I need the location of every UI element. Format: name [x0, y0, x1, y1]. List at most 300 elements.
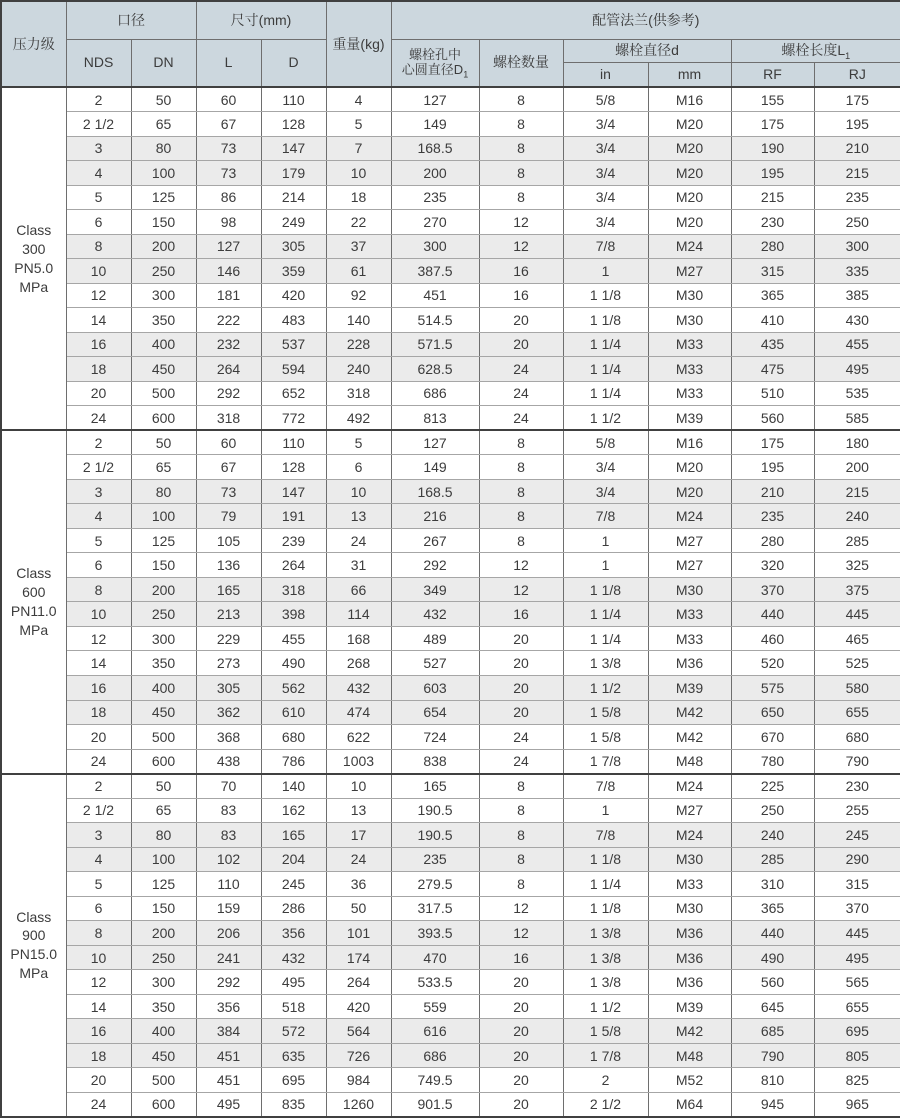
cell: 305	[196, 675, 261, 700]
cell: 5	[326, 430, 391, 455]
table-row	[1, 406, 900, 431]
cell: 235	[391, 847, 479, 872]
cell: 4	[66, 161, 131, 186]
cell: M27	[648, 798, 731, 823]
cell: 12	[479, 553, 563, 578]
cell: 150	[131, 553, 196, 578]
cell: 600	[131, 1092, 196, 1117]
cell: 772	[261, 406, 326, 431]
cell: 179	[261, 161, 326, 186]
cell: 572	[261, 1019, 326, 1044]
cell: M30	[648, 283, 731, 308]
pressure-class-label-line: MPa	[19, 621, 49, 638]
cell: 300	[391, 234, 479, 259]
col-header-weight: 重量(kg)	[326, 1, 391, 87]
cell: M39	[648, 675, 731, 700]
cell: 20	[479, 994, 563, 1019]
cell: 5/8	[563, 87, 648, 112]
cell: 204	[261, 847, 326, 872]
cell: 384	[196, 1019, 261, 1044]
cell: 235	[391, 185, 479, 210]
table-row	[1, 479, 900, 504]
col-header-in: in	[563, 62, 648, 87]
cell: 686	[391, 1043, 479, 1068]
cell: 213	[196, 602, 261, 627]
cell: 229	[196, 626, 261, 651]
cell: 10	[326, 479, 391, 504]
cell: 2 1/2	[66, 112, 131, 137]
cell: 600	[131, 749, 196, 774]
cell: 264	[326, 970, 391, 995]
cell: 1 1/4	[563, 872, 648, 897]
cell: 652	[261, 381, 326, 406]
cell: 8	[479, 504, 563, 529]
cell: 838	[391, 749, 479, 774]
cell: 65	[131, 798, 196, 823]
cell: 387.5	[391, 259, 479, 284]
cell: 12	[66, 970, 131, 995]
cell: 147	[261, 136, 326, 161]
cell: 680	[814, 725, 900, 750]
cell: 250	[131, 602, 196, 627]
cell: 149	[391, 112, 479, 137]
cell: M30	[648, 896, 731, 921]
cell: 73	[196, 479, 261, 504]
table-row	[1, 528, 900, 553]
cell: 1 1/8	[563, 847, 648, 872]
cell: 8	[479, 430, 563, 455]
cell: 460	[731, 626, 814, 651]
cell: 228	[326, 332, 391, 357]
cell: 537	[261, 332, 326, 357]
cell: 128	[261, 112, 326, 137]
cell: 190.5	[391, 798, 479, 823]
col-header-mm: mm	[648, 62, 731, 87]
cell: M36	[648, 921, 731, 946]
cell: 230	[731, 210, 814, 235]
cell: 24	[479, 381, 563, 406]
cell: 280	[731, 528, 814, 553]
cell: 655	[814, 700, 900, 725]
cell: 165	[391, 774, 479, 799]
cell: 31	[326, 553, 391, 578]
cell: 175	[731, 112, 814, 137]
table-row	[1, 259, 900, 284]
cell: 10	[66, 259, 131, 284]
table-row	[1, 234, 900, 259]
cell: 300	[131, 283, 196, 308]
cell: M36	[648, 945, 731, 970]
cell: 140	[326, 308, 391, 333]
cell: 8	[479, 823, 563, 848]
cell: 3	[66, 479, 131, 504]
cell: 80	[131, 136, 196, 161]
col-header-bolt-len	[731, 39, 900, 62]
cell: 4	[66, 847, 131, 872]
table-row	[1, 332, 900, 357]
col-header-bore-group: 口径	[66, 1, 196, 39]
pressure-class-label	[1, 430, 66, 773]
cell: 65	[131, 112, 196, 137]
bolt-len-subscript: 1	[845, 50, 851, 61]
cell: 240	[814, 504, 900, 529]
cell: 359	[261, 259, 326, 284]
cell: 6	[66, 210, 131, 235]
cell: 14	[66, 651, 131, 676]
cell: 92	[326, 283, 391, 308]
cell: 3/4	[563, 161, 648, 186]
bolt-circle-line2: 心圆直径D	[401, 61, 464, 77]
cell: 190	[731, 136, 814, 161]
cell: 420	[261, 283, 326, 308]
cell: 564	[326, 1019, 391, 1044]
table-row	[1, 87, 900, 112]
cell: 594	[261, 357, 326, 382]
cell: 8	[479, 798, 563, 823]
table-row	[1, 602, 900, 627]
cell: 500	[131, 381, 196, 406]
cell: 250	[131, 945, 196, 970]
cell: 67	[196, 455, 261, 480]
table-row	[1, 774, 900, 799]
cell: 1 5/8	[563, 725, 648, 750]
cell: 125	[131, 528, 196, 553]
cell: 368	[196, 725, 261, 750]
cell: 125	[131, 872, 196, 897]
cell: 600	[131, 406, 196, 431]
cell: M33	[648, 602, 731, 627]
cell: 162	[261, 798, 326, 823]
cell: 575	[731, 675, 814, 700]
cell: 16	[66, 675, 131, 700]
cell: 147	[261, 479, 326, 504]
cell: 268	[326, 651, 391, 676]
cell: 24	[479, 406, 563, 431]
cell: 445	[814, 921, 900, 946]
cell: 375	[814, 577, 900, 602]
table-row	[1, 1068, 900, 1093]
cell: 10	[326, 774, 391, 799]
cell: 255	[814, 798, 900, 823]
cell: 150	[131, 210, 196, 235]
cell: 66	[326, 577, 391, 602]
table-row	[1, 357, 900, 382]
table-row	[1, 896, 900, 921]
cell: 273	[196, 651, 261, 676]
table-row	[1, 945, 900, 970]
cell: 440	[731, 921, 814, 946]
cell: 13	[326, 504, 391, 529]
cell: 24	[479, 749, 563, 774]
table-row	[1, 921, 900, 946]
table-row	[1, 970, 900, 995]
cell: 560	[731, 406, 814, 431]
cell: 20	[479, 332, 563, 357]
cell: 500	[131, 1068, 196, 1093]
cell: 155	[731, 87, 814, 112]
cell: 835	[261, 1092, 326, 1117]
cell: 16	[66, 332, 131, 357]
cell: 24	[326, 847, 391, 872]
cell: 780	[731, 749, 814, 774]
table-row	[1, 1043, 900, 1068]
cell: 20	[479, 1043, 563, 1068]
cell: 222	[196, 308, 261, 333]
cell: 140	[261, 774, 326, 799]
cell: 2	[66, 87, 131, 112]
cell: 984	[326, 1068, 391, 1093]
cell: 3/4	[563, 112, 648, 137]
cell: 127	[196, 234, 261, 259]
cell: 110	[196, 872, 261, 897]
cell: 495	[814, 357, 900, 382]
cell: 430	[814, 308, 900, 333]
cell: 215	[731, 185, 814, 210]
cell: 435	[731, 332, 814, 357]
cell: 726	[326, 1043, 391, 1068]
cell: 3	[66, 823, 131, 848]
cell: 225	[731, 774, 814, 799]
cell: M24	[648, 234, 731, 259]
cell: M20	[648, 210, 731, 235]
cell: M33	[648, 626, 731, 651]
cell: 571.5	[391, 332, 479, 357]
cell: 2	[563, 1068, 648, 1093]
cell: 101	[326, 921, 391, 946]
cell: 410	[731, 308, 814, 333]
cell: 181	[196, 283, 261, 308]
cell: 286	[261, 896, 326, 921]
cell: 695	[261, 1068, 326, 1093]
cell: 12	[479, 896, 563, 921]
cell: 3/4	[563, 479, 648, 504]
cell: 20	[479, 1019, 563, 1044]
cell: 18	[66, 357, 131, 382]
cell: M33	[648, 332, 731, 357]
cell: 5	[326, 112, 391, 137]
cell: 165	[196, 577, 261, 602]
cell: 5	[66, 872, 131, 897]
cell: 2 1/2	[563, 1092, 648, 1117]
cell: 495	[261, 970, 326, 995]
cell: 1 1/4	[563, 332, 648, 357]
cell: 36	[326, 872, 391, 897]
cell: 533.5	[391, 970, 479, 995]
cell: 10	[66, 602, 131, 627]
cell: 559	[391, 994, 479, 1019]
cell: 1 7/8	[563, 1043, 648, 1068]
cell: 350	[131, 651, 196, 676]
cell: 2 1/2	[66, 455, 131, 480]
cell: 149	[391, 455, 479, 480]
cell: 195	[731, 161, 814, 186]
pressure-class-section	[1, 774, 900, 1117]
cell: 318	[326, 381, 391, 406]
table-row	[1, 210, 900, 235]
cell: M42	[648, 700, 731, 725]
cell: 191	[261, 504, 326, 529]
table-row	[1, 823, 900, 848]
table-row	[1, 455, 900, 480]
cell: 790	[814, 749, 900, 774]
pressure-class-section	[1, 430, 900, 773]
cell: 83	[196, 798, 261, 823]
cell: 24	[66, 1092, 131, 1117]
cell: M36	[648, 651, 731, 676]
cell: 438	[196, 749, 261, 774]
cell: M30	[648, 308, 731, 333]
cell: M27	[648, 553, 731, 578]
cell: 73	[196, 136, 261, 161]
cell: 510	[731, 381, 814, 406]
col-header-flange-group: 配管法兰(供参考)	[391, 1, 900, 39]
cell: 8	[479, 87, 563, 112]
cell: 350	[131, 994, 196, 1019]
col-header-bolt-circle	[391, 39, 479, 87]
cell: 12	[66, 626, 131, 651]
cell: M42	[648, 725, 731, 750]
cell: 12	[479, 577, 563, 602]
cell: 490	[261, 651, 326, 676]
cell: M27	[648, 259, 731, 284]
cell: 279.5	[391, 872, 479, 897]
pressure-class-label-line: 900	[22, 927, 46, 944]
cell: 168	[326, 626, 391, 651]
table-row	[1, 577, 900, 602]
cell: 110	[261, 430, 326, 455]
cell: 495	[196, 1092, 261, 1117]
cell: 86	[196, 185, 261, 210]
cell: 525	[814, 651, 900, 676]
cell: 232	[196, 332, 261, 357]
cell: 451	[391, 283, 479, 308]
table-row	[1, 1019, 900, 1044]
pressure-class-label-line: PN11.0	[10, 602, 57, 619]
cell: 60	[196, 87, 261, 112]
col-header-rj: RJ	[814, 62, 900, 87]
cell: 1 1/4	[563, 357, 648, 382]
cell: 1 1/8	[563, 896, 648, 921]
col-header-dn: DN	[131, 39, 196, 87]
cell: 50	[326, 896, 391, 921]
cell: 79	[196, 504, 261, 529]
cell: 100	[131, 504, 196, 529]
cell: 483	[261, 308, 326, 333]
cell: 1 1/2	[563, 675, 648, 700]
cell: 655	[814, 994, 900, 1019]
cell: 6	[326, 455, 391, 480]
cell: 80	[131, 479, 196, 504]
cell: M30	[648, 577, 731, 602]
table-row	[1, 430, 900, 455]
cell: 8	[479, 774, 563, 799]
cell: 365	[731, 896, 814, 921]
cell: 2	[66, 430, 131, 455]
cell: 215	[814, 161, 900, 186]
cell: M52	[648, 1068, 731, 1093]
cell: 10	[66, 945, 131, 970]
table-row	[1, 185, 900, 210]
cell: 4	[66, 504, 131, 529]
cell: 610	[261, 700, 326, 725]
cell: 20	[66, 381, 131, 406]
cell: 215	[814, 479, 900, 504]
cell: 455	[814, 332, 900, 357]
cell: 14	[66, 308, 131, 333]
cell: 1	[563, 553, 648, 578]
cell: M42	[648, 1019, 731, 1044]
cell: 1 3/8	[563, 651, 648, 676]
cell: 685	[731, 1019, 814, 1044]
cell: 200	[131, 234, 196, 259]
cell: 2 1/2	[66, 798, 131, 823]
cell: 5	[66, 528, 131, 553]
cell: 102	[196, 847, 261, 872]
cell: 680	[261, 725, 326, 750]
cell: 20	[479, 970, 563, 995]
cell: 1 7/8	[563, 749, 648, 774]
cell: M20	[648, 161, 731, 186]
cell: M16	[648, 430, 731, 455]
cell: 8	[66, 921, 131, 946]
pressure-class-label-line: 300	[22, 240, 46, 257]
cell: 230	[814, 774, 900, 799]
cell: 180	[814, 430, 900, 455]
cell: 489	[391, 626, 479, 651]
cell: 300	[131, 970, 196, 995]
table-row	[1, 161, 900, 186]
cell: M20	[648, 112, 731, 137]
cell: 520	[731, 651, 814, 676]
cell: 16	[479, 283, 563, 308]
cell: 1 5/8	[563, 700, 648, 725]
cell: 8	[479, 455, 563, 480]
cell: 370	[731, 577, 814, 602]
cell: 805	[814, 1043, 900, 1068]
cell: 18	[66, 1043, 131, 1068]
cell: M64	[648, 1092, 731, 1117]
cell: 210	[814, 136, 900, 161]
cell: 325	[814, 553, 900, 578]
cell: 245	[261, 872, 326, 897]
cell: 6	[66, 896, 131, 921]
cell: 83	[196, 823, 261, 848]
pressure-class-label-line: PN15.0	[10, 946, 58, 963]
cell: 16	[479, 602, 563, 627]
cell: 20	[479, 700, 563, 725]
pressure-class-section	[1, 87, 900, 430]
cell: 7	[326, 136, 391, 161]
cell: 616	[391, 1019, 479, 1044]
cell: 901.5	[391, 1092, 479, 1117]
cell: 200	[131, 921, 196, 946]
cell: 945	[731, 1092, 814, 1117]
cell: 362	[196, 700, 261, 725]
cell: 267	[391, 528, 479, 553]
cell: 290	[814, 847, 900, 872]
cell: M24	[648, 823, 731, 848]
cell: 650	[731, 700, 814, 725]
cell: 400	[131, 332, 196, 357]
cell: 370	[814, 896, 900, 921]
cell: 1 1/8	[563, 308, 648, 333]
cell: 200	[814, 455, 900, 480]
cell: 16	[66, 1019, 131, 1044]
cell: 8	[479, 847, 563, 872]
cell: 12	[479, 234, 563, 259]
cell: 285	[731, 847, 814, 872]
cell: 110	[261, 87, 326, 112]
